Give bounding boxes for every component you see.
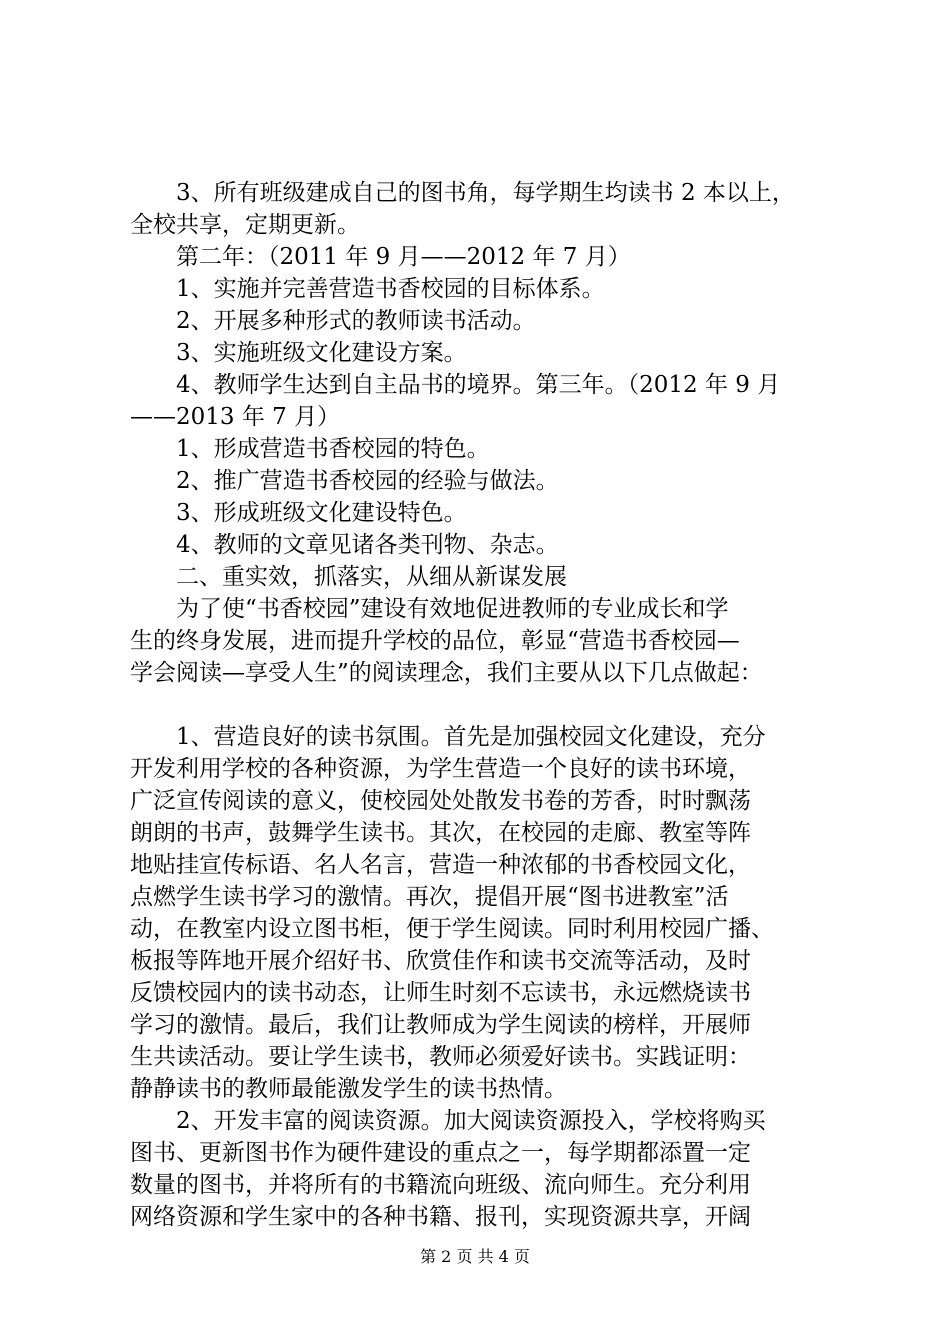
- text-line: 二、重实效，抓落实，从细从新谋发展: [130, 564, 567, 590]
- text-line: 生共读活动。要让学生读书，教师必须爱好读书。实践证明：: [130, 1044, 751, 1070]
- text-line: 板报等阵地开展介绍好书、欣赏佳作和读书交流等活动，及时: [130, 948, 751, 974]
- text-line: 4、教师的文章见诸各类刊物、杂志。: [130, 532, 559, 558]
- text-line: 开发利用学校的各种资源，为学生营造一个良好的读书环境，: [130, 756, 751, 782]
- text-line: 学习的激情。最后，我们让教师成为学生阅读的榜样，开展师: [130, 1012, 751, 1038]
- text-line: 3、实施班级文化建设方案。: [130, 340, 467, 366]
- text-line: 点燃学生读书学习的激情。再次，提倡开展“图书进教室”活: [130, 884, 729, 910]
- text-line: 网络资源和学生家中的各种书籍、报刊，实现资源共享，开阔: [130, 1204, 751, 1230]
- text-line: 1、营造良好的读书氛围。首先是加强校园文化建设，充分: [130, 724, 766, 750]
- text-line: 1、实施并完善营造书香校园的目标体系。: [130, 276, 605, 302]
- text-line: 学会阅读—享受人生”的阅读理念，我们主要从以下几点做起：: [130, 660, 763, 686]
- text-line: 2、推广营造书香校园的经验与做法。: [130, 468, 559, 494]
- text-line: 全校共享，定期更新。: [130, 212, 360, 238]
- text-line: 图书、更新图书作为硬件建设的重点之一，每学期都添置一定: [130, 1140, 751, 1166]
- document-body: [130, 177, 840, 1233]
- text-line: 反馈校园内的读书动态，让师生时刻不忘读书，永远燃烧读书: [130, 980, 751, 1006]
- text-line: 数量的图书，并将所有的书籍流向班级、流向师生。充分利用: [130, 1172, 751, 1198]
- text-line: 3、形成班级文化建设特色。: [130, 500, 467, 526]
- text-line: 2、开展多种形式的教师读书活动。: [130, 308, 536, 334]
- text-line: 第二年：（2011 年 9 月——2012 年 7 月）: [130, 244, 631, 270]
- text-line: 为了使“书香校园”建设有效地促进教师的专业成长和学: [130, 596, 729, 622]
- text-line: 广泛宣传阅读的意义，使校园处处散发书卷的芳香，时时飘荡: [130, 788, 751, 814]
- text-line: 2、开发丰富的阅读资源。加大阅读资源投入，学校将购买: [130, 1108, 766, 1134]
- page-footer: 第 2 页 共 4 页: [420, 1247, 530, 1266]
- text-line: 朗朗的书声，鼓舞学生读书。其次，在校园的走廊、教室等阵: [130, 820, 751, 846]
- text-line: 静静读书的教师最能激发学生的读书热情。: [130, 1076, 567, 1102]
- text-line: 生的终身发展，进而提升学校的品位，彰显“营造书香校园—: [130, 628, 740, 654]
- text-line: 3、所有班级建成自己的图书角，每学期生均读书 2 本以上，: [130, 180, 795, 206]
- text-line: 4、教师学生达到自主品书的境界。第三年。（2012 年 9 月: [130, 372, 781, 398]
- text-line: ——2013 年 7 月）: [130, 404, 341, 430]
- text-line: 动，在教室内设立图书柜，便于学生阅读。同时利用校园广播、: [130, 916, 774, 942]
- text-line: 地贴挂宣传标语、名人名言，营造一种浓郁的书香校园文化，: [130, 852, 751, 878]
- text-line: 1、形成营造书香校园的特色。: [130, 436, 490, 462]
- blank-line: [130, 689, 840, 721]
